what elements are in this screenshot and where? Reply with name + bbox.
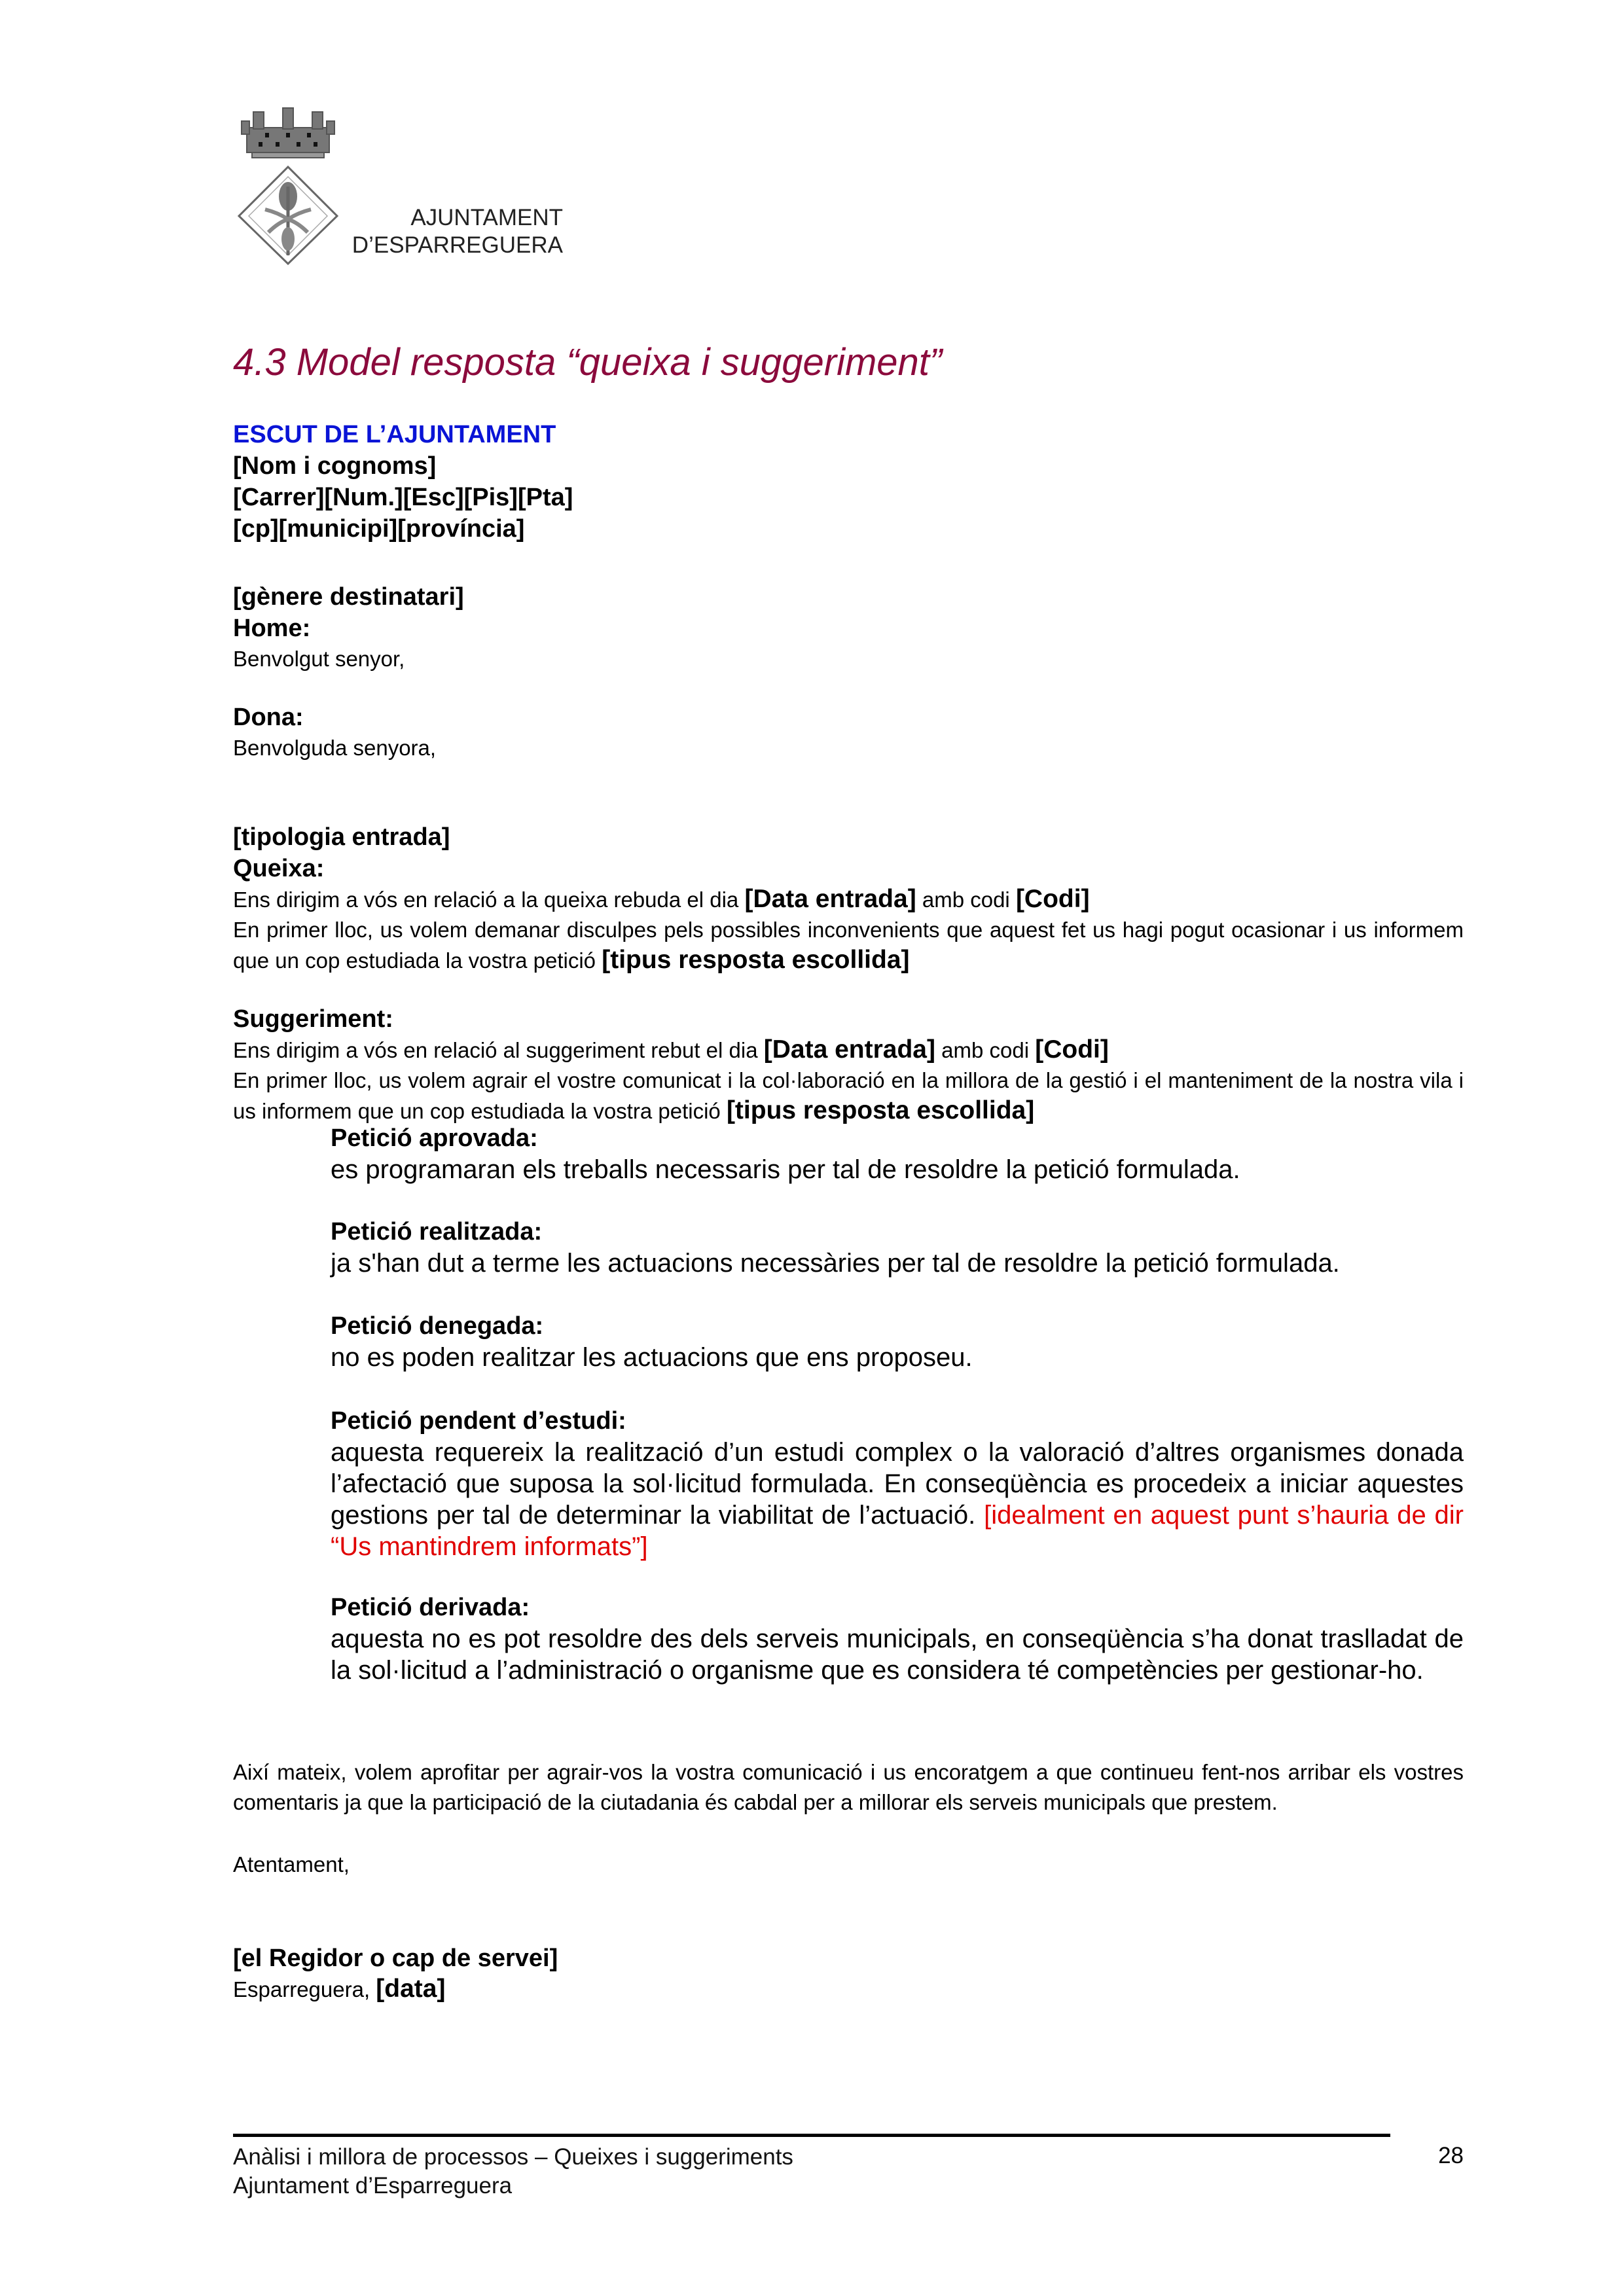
suggeriment-line1	[233, 1035, 1464, 1066]
suggeriment-body: En primer lloc, us volem agrair el vostre comunicat i la col·laboració en la millora de la gestió i el manteniment de la nostra vila i us informem que un cop estudiada la vostra petició	[233, 1068, 1464, 1123]
footer-doc-title: Anàlisi i millora de processos – Queixes i suggeriments	[233, 2144, 793, 2170]
date-field: [data]	[376, 1975, 446, 2003]
recipient-street: [Carrer][Num.][Esc][Pis][Pta]	[233, 484, 573, 511]
queixa-line2	[233, 915, 1464, 976]
recipient-city: [cp][municipi][província]	[233, 515, 525, 543]
response-label: Petició derivada:	[331, 1594, 530, 1621]
response-body: aquesta requereix la realització d’un estudi complex o la valoració d’altres organismes donada l’afectació que suposa la sol·licitud formulada. En conseqüència es procedeix a iniciar aquestes gestions per tal de determinar la viabilitat de l’actuació.	[331, 1438, 1464, 1530]
queixa-label: Queixa:	[233, 855, 325, 882]
signature-block	[233, 1943, 1464, 2005]
response-realitzada	[331, 1216, 1464, 1279]
response-pendent	[331, 1405, 1464, 1562]
amb-codi-text: amb codi	[935, 1038, 1036, 1062]
place: Esparreguera,	[233, 1977, 376, 2001]
response-denegada	[331, 1310, 1464, 1373]
closing-paragraph: Així mateix, volem aprofitar per agrair-vos la vostra comunicació i us encoratgem a que continueu fent-nos arribar els vostres comentaris ja que la participació de la ciutadania és cabdal per a millorar els serveis municipals que prestem.	[233, 1760, 1464, 1814]
recipient-name: [Nom i cognoms]	[233, 452, 437, 480]
dona-greeting: Benvolguda senyora,	[233, 736, 437, 760]
org-name-line2: D’ESPARREGUERA	[352, 232, 563, 258]
queixa-intro: Ens dirigim a vós en relació a la queixa rebuda el dia	[233, 888, 745, 912]
dona-label: Dona:	[233, 704, 304, 731]
home-greeting: Benvolgut senyor,	[233, 647, 405, 671]
data-entrada-field: [Data entrada]	[744, 885, 916, 913]
escut-placeholder: ESCUT DE L’AJUNTAMENT	[233, 421, 556, 448]
signer: [el Regidor o cap de servei]	[233, 1945, 558, 1972]
tipologia-label: [tipologia entrada]	[233, 823, 450, 851]
response-text: no es poden realitzar les actuacions que ens proposeu.	[331, 1343, 973, 1372]
crown-icon	[242, 108, 334, 158]
org-name-line1: AJUNTAMENT	[410, 205, 563, 230]
footer-org: Ajuntament d’Esparreguera	[233, 2173, 513, 2198]
page-number: 28	[1438, 2143, 1464, 2168]
data-entrada-field: [Data entrada]	[763, 1035, 935, 1064]
codi-field: [Codi]	[1015, 885, 1090, 913]
response-text	[331, 1437, 1464, 1562]
editor-note: [idealment en aquest punt s’hauria de dir “Us mantindrem informats”]	[331, 1501, 1464, 1561]
address-block	[233, 419, 1464, 545]
queixa-body: En primer lloc, us volem demanar disculpes pels possibles inconvenients que aquest fet us hagi pogut ocasionar i us informem que un cop estudiada la vostra petició	[233, 918, 1464, 973]
response-label: Petició pendent d’estudi:	[331, 1407, 626, 1435]
response-derivada	[331, 1592, 1464, 1686]
response-label: Petició realitzada:	[331, 1218, 543, 1246]
response-text: es programaran els treballs necessaris per tal de resoldre la petició formulada.	[331, 1155, 1240, 1184]
home-label: Home:	[233, 615, 311, 642]
amb-codi-text: amb codi	[916, 888, 1016, 912]
tipus-resposta-field: [tipus resposta escollida]	[726, 1096, 1035, 1124]
queixa-line1	[233, 884, 1464, 915]
response-text: aquesta no es pot resoldre des dels serveis municipals, en conseqüència s’ha donat traslladat de la sol·licitud a l’administració o organisme que es considera té competències per gestionar-ho.	[331, 1624, 1464, 1685]
footer-divider	[233, 2134, 1390, 2137]
response-label: Petició denegada:	[331, 1312, 544, 1340]
response-aprovada	[331, 1122, 1464, 1185]
salutation: Atentament,	[233, 1852, 350, 1876]
gender-block	[233, 581, 1464, 674]
tipologia-block	[233, 821, 1464, 976]
suggeriment-label: Suggeriment:	[233, 1005, 393, 1033]
suggeriment-block	[233, 1003, 1464, 1126]
gender-dona-block	[233, 702, 1464, 763]
response-label: Petició aprovada:	[331, 1124, 538, 1152]
suggeriment-intro: Ens dirigim a vós en relació al suggeriment rebut el dia	[233, 1038, 764, 1062]
tipus-resposta-field: [tipus resposta escollida]	[602, 946, 910, 974]
gender-label: [gènere destinatari]	[233, 583, 464, 611]
place-date	[233, 1974, 1464, 2005]
response-text: ja s'han dut a terme les actuacions necessàries per tal de resoldre la petició formulada.	[331, 1249, 1340, 1278]
codi-field: [Codi]	[1035, 1035, 1109, 1064]
section-title: 4.3 Model resposta “queixa i suggeriment”	[233, 341, 943, 384]
suggeriment-line2	[233, 1066, 1464, 1126]
